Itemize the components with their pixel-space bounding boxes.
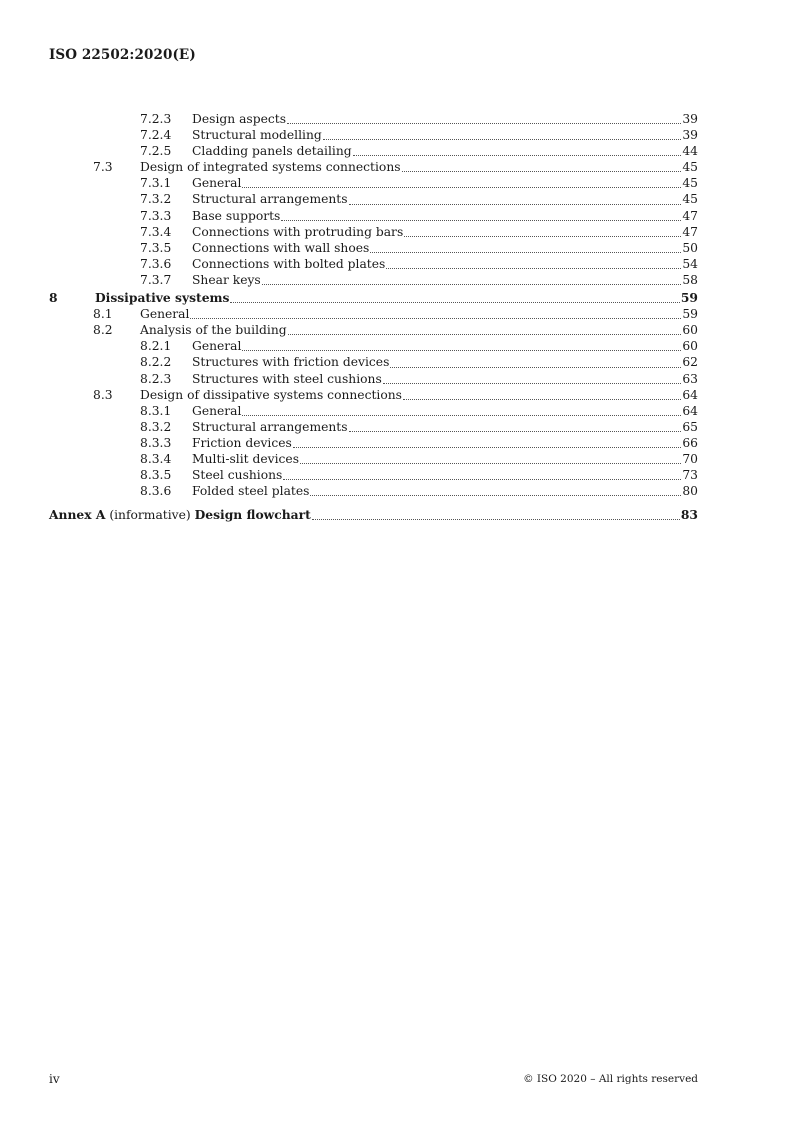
toc-entry[interactable] bbox=[49, 354, 698, 370]
toc-entry-number: 7.3.6 bbox=[140, 256, 172, 271]
toc-entry-number: 7.3.3 bbox=[140, 208, 172, 223]
dot-leader bbox=[386, 267, 681, 269]
toc-entry-number: 8.3.3 bbox=[140, 435, 172, 450]
toc-entry-number: 8.3.2 bbox=[140, 419, 172, 434]
toc-annex-title-group[interactable] bbox=[49, 507, 311, 523]
toc-entry-title[interactable]: Folded steel plates bbox=[192, 484, 310, 499]
toc-entry-number: 8.3.6 bbox=[140, 484, 172, 499]
toc-entry[interactable] bbox=[49, 224, 698, 240]
toc-entry-title[interactable]: Steel cushions bbox=[192, 468, 283, 483]
toc-entry-title[interactable]: Connections with wall shoes bbox=[192, 240, 370, 255]
toc-entry-number: 7.3.7 bbox=[140, 272, 172, 287]
toc-entry[interactable] bbox=[49, 338, 698, 354]
toc-entry[interactable] bbox=[49, 159, 698, 175]
toc-entry[interactable] bbox=[49, 111, 698, 127]
toc-entry-title[interactable]: Base supports bbox=[192, 208, 281, 223]
dot-leader bbox=[262, 283, 682, 285]
dot-leader bbox=[383, 382, 682, 384]
toc-entry-page: 80 bbox=[682, 484, 698, 499]
dot-leader bbox=[293, 446, 682, 448]
toc-entry[interactable] bbox=[49, 467, 698, 483]
toc-entry-number: 7.2.3 bbox=[140, 112, 172, 126]
toc-entry[interactable] bbox=[49, 290, 698, 306]
toc-entry-number: 7.2.4 bbox=[140, 128, 172, 143]
toc-entry-title[interactable]: Friction devices bbox=[192, 435, 292, 450]
toc-entry-page: 60 bbox=[682, 339, 698, 354]
toc-entry-title[interactable]: General bbox=[140, 307, 190, 322]
toc-entry-title[interactable]: Structural arrangements bbox=[192, 419, 348, 434]
toc-entry[interactable] bbox=[49, 322, 698, 338]
footer-copyright: © ISO 2020 – All rights reserved bbox=[523, 1073, 698, 1085]
toc-entry-page: 64 bbox=[682, 387, 698, 402]
toc-entry-page: 62 bbox=[682, 355, 698, 370]
toc-entry-number: 7.2.5 bbox=[140, 144, 172, 159]
dot-leader bbox=[390, 366, 681, 368]
dot-leader bbox=[404, 235, 681, 237]
toc-entry[interactable] bbox=[49, 272, 698, 288]
toc-entry-number: 8.3.4 bbox=[140, 451, 172, 466]
toc-entry-title[interactable]: Structural arrangements bbox=[192, 192, 348, 207]
toc-entry[interactable] bbox=[49, 435, 698, 451]
toc-entry-page: 44 bbox=[682, 144, 698, 159]
toc-entry-number: 8.3.1 bbox=[140, 403, 172, 418]
toc-entry-number: 7.3.2 bbox=[140, 192, 172, 207]
dot-leader bbox=[310, 494, 681, 496]
toc-entry[interactable] bbox=[49, 256, 698, 272]
toc-entry-page: 58 bbox=[682, 272, 698, 287]
dot-leader bbox=[300, 462, 681, 464]
toc-entry[interactable] bbox=[49, 451, 698, 467]
toc-entry-page: 45 bbox=[682, 176, 698, 191]
toc-entry-page: 64 bbox=[682, 403, 698, 418]
toc-entry-page: 47 bbox=[682, 208, 698, 223]
toc-entry-title[interactable]: General bbox=[192, 339, 242, 354]
toc-entry-title[interactable]: Analysis of the building bbox=[140, 323, 287, 338]
toc-entry[interactable] bbox=[49, 419, 698, 435]
toc-entry[interactable] bbox=[49, 143, 698, 159]
toc-entry-title[interactable]: Design aspects bbox=[192, 112, 287, 126]
toc-entry-title[interactable]: General bbox=[192, 176, 242, 191]
toc-entry-title[interactable]: Connections with protruding bars bbox=[192, 224, 404, 239]
toc-entry-page: 59 bbox=[680, 290, 698, 306]
dot-leader bbox=[323, 138, 682, 140]
toc-entry-number: 7.3.5 bbox=[140, 240, 172, 255]
dot-leader bbox=[312, 518, 680, 520]
toc-entry-number: 8.2 bbox=[93, 323, 113, 338]
dot-leader bbox=[402, 170, 682, 172]
toc-entry-title[interactable]: Cladding panels detailing bbox=[192, 144, 352, 159]
toc-entry-page: 47 bbox=[682, 224, 698, 239]
toc-entry-page: 83 bbox=[680, 507, 698, 523]
dot-leader bbox=[349, 430, 682, 432]
toc-entry-number: 7.3.4 bbox=[140, 224, 172, 239]
toc-entry-page: 63 bbox=[682, 371, 698, 386]
toc-entry[interactable] bbox=[49, 240, 698, 256]
toc-entry-number: 8.1 bbox=[93, 307, 113, 322]
toc-entry-title[interactable]: Shear keys bbox=[192, 272, 261, 287]
toc-entry-page: 66 bbox=[682, 435, 698, 450]
toc-entry-page: 73 bbox=[682, 468, 698, 483]
toc-entry[interactable] bbox=[49, 371, 698, 387]
toc-entry[interactable] bbox=[49, 403, 698, 419]
dot-leader bbox=[288, 333, 682, 335]
dot-leader bbox=[242, 186, 681, 188]
toc-entry[interactable] bbox=[49, 127, 698, 143]
toc-entry-page: 50 bbox=[682, 240, 698, 255]
toc-entry-number: 8.3 bbox=[93, 387, 113, 402]
toc-entry-title[interactable]: Structures with steel cushions bbox=[192, 371, 382, 386]
footer-page-number: iv bbox=[49, 1072, 60, 1086]
toc-entry-number: 8.2.2 bbox=[140, 355, 172, 370]
toc-entry-page: 70 bbox=[682, 451, 698, 466]
toc-entry[interactable] bbox=[49, 191, 698, 207]
toc-entry-title[interactable]: Multi-slit devices bbox=[192, 451, 300, 466]
toc-entry[interactable] bbox=[49, 483, 698, 499]
dot-leader bbox=[403, 398, 681, 400]
document-header-title: ISO 22502:2020(E) bbox=[49, 47, 196, 63]
toc-entry-page: 39 bbox=[682, 112, 698, 126]
toc-entry-number: 8.3.5 bbox=[140, 468, 172, 483]
dot-leader bbox=[349, 203, 682, 205]
toc-entry-title[interactable]: Structural modelling bbox=[192, 128, 322, 143]
dot-leader bbox=[190, 317, 681, 319]
toc-entry-title[interactable]: Connections with bolted plates bbox=[192, 256, 386, 271]
toc-entry-page: 60 bbox=[682, 323, 698, 338]
toc-entry-page: 45 bbox=[682, 192, 698, 207]
toc-entry-page: 59 bbox=[682, 307, 698, 322]
toc-entry-title[interactable]: Design of integrated systems connections bbox=[140, 160, 401, 175]
toc-entry-number: 8.2.1 bbox=[140, 339, 172, 354]
annex-title: Design flowchart bbox=[194, 507, 311, 523]
toc-entry-number: 7.3 bbox=[93, 160, 113, 175]
toc-entry-page: 39 bbox=[682, 128, 698, 143]
table-of-contents bbox=[49, 111, 698, 523]
toc-entry[interactable] bbox=[49, 306, 698, 322]
toc-entry-title[interactable]: Structures with friction devices bbox=[192, 355, 390, 370]
toc-entry-title[interactable]: Design of dissipative systems connections bbox=[140, 387, 402, 402]
toc-entry-title[interactable]: General bbox=[192, 403, 242, 418]
toc-entry[interactable] bbox=[49, 387, 698, 403]
toc-entry-number: 7.3.1 bbox=[140, 176, 172, 191]
toc-entry-title[interactable]: Dissipative systems bbox=[95, 290, 230, 306]
dot-leader bbox=[242, 414, 681, 416]
dot-leader bbox=[287, 122, 681, 124]
toc-entry-page: 54 bbox=[682, 256, 698, 271]
dot-leader bbox=[283, 478, 681, 480]
dot-leader bbox=[281, 219, 681, 221]
toc-entry[interactable] bbox=[49, 208, 698, 224]
toc-annex-entry[interactable] bbox=[49, 507, 698, 523]
dot-leader bbox=[370, 251, 681, 253]
toc-entry-page: 65 bbox=[682, 419, 698, 434]
dot-leader bbox=[230, 301, 679, 303]
dot-leader bbox=[242, 349, 681, 351]
annex-label: Annex A bbox=[49, 507, 106, 523]
toc-entry-number: 8.2.3 bbox=[140, 371, 172, 386]
annex-type: (informative) bbox=[109, 508, 191, 523]
toc-entry-number: 8 bbox=[49, 290, 58, 306]
toc-entry-page: 45 bbox=[682, 160, 698, 175]
dot-leader bbox=[353, 154, 682, 156]
toc-entry[interactable] bbox=[49, 175, 698, 191]
